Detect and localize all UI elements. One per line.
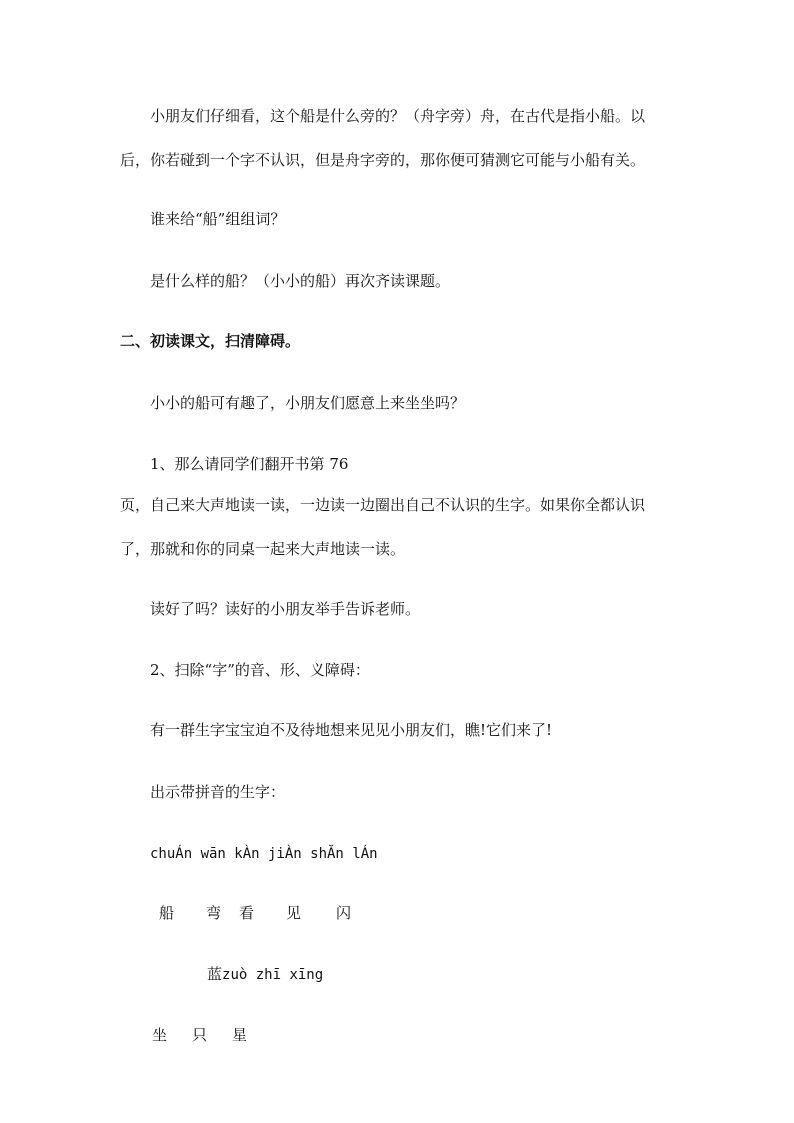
- character: 船: [159, 904, 175, 922]
- character-row: [0, 903, 794, 925]
- character: 只: [192, 1026, 208, 1044]
- paragraph: 读好了吗？读好的小朋友举手告诉老师。: [150, 600, 421, 618]
- paragraph: 小小的船可有趣了，小朋友们愿意上来坐坐吗？: [150, 394, 466, 412]
- paragraph: 2、扫除“字”的音、形、义障碍：: [150, 661, 370, 679]
- character-row: [0, 1025, 794, 1047]
- paragraph: 是什么样的船？（小小的船）再次齐读课题。: [150, 272, 451, 290]
- paragraph-line: 1、那么请同学们翻开书第 76: [150, 455, 349, 473]
- character: 闪: [336, 904, 352, 922]
- character: 蓝: [207, 965, 223, 983]
- character: 坐: [152, 1026, 168, 1044]
- paragraph: 谁来给“船”组组词？: [150, 210, 286, 228]
- character: 见: [286, 904, 302, 922]
- paragraph: 出示带拼音的生字：: [150, 783, 286, 801]
- paragraph-line: 页，自己来大声地读一读，一边读一边圈出自己不认识的生字。如果你全都认识: [120, 496, 646, 514]
- character: 弯: [206, 904, 222, 922]
- paragraph-line: 了，那就和你的同桌一起来大声地读一读。: [120, 540, 406, 558]
- mixed-row: [207, 964, 323, 985]
- character: 看: [239, 904, 255, 922]
- pinyin-row: zuò zhī xīng: [222, 967, 324, 983]
- character: 星: [232, 1026, 248, 1044]
- section-heading: 二、初读课文，扫清障碍。: [120, 332, 301, 350]
- paragraph: 有一群生字宝宝迫不及待地想来见见小朋友们，瞧!它们来了!: [150, 721, 553, 739]
- paragraph-line: 小朋友们仔细看，这个船是什么旁的？（舟字旁）舟，在古代是指小船。以: [150, 107, 646, 125]
- paragraph-line: 后，你若碰到一个字不认识，但是舟字旁的，那你便可猜测它可能与小船有关。: [120, 151, 646, 169]
- pinyin-row: chuÁn wān kÀn jiÀn shĂn lÁn: [150, 846, 378, 862]
